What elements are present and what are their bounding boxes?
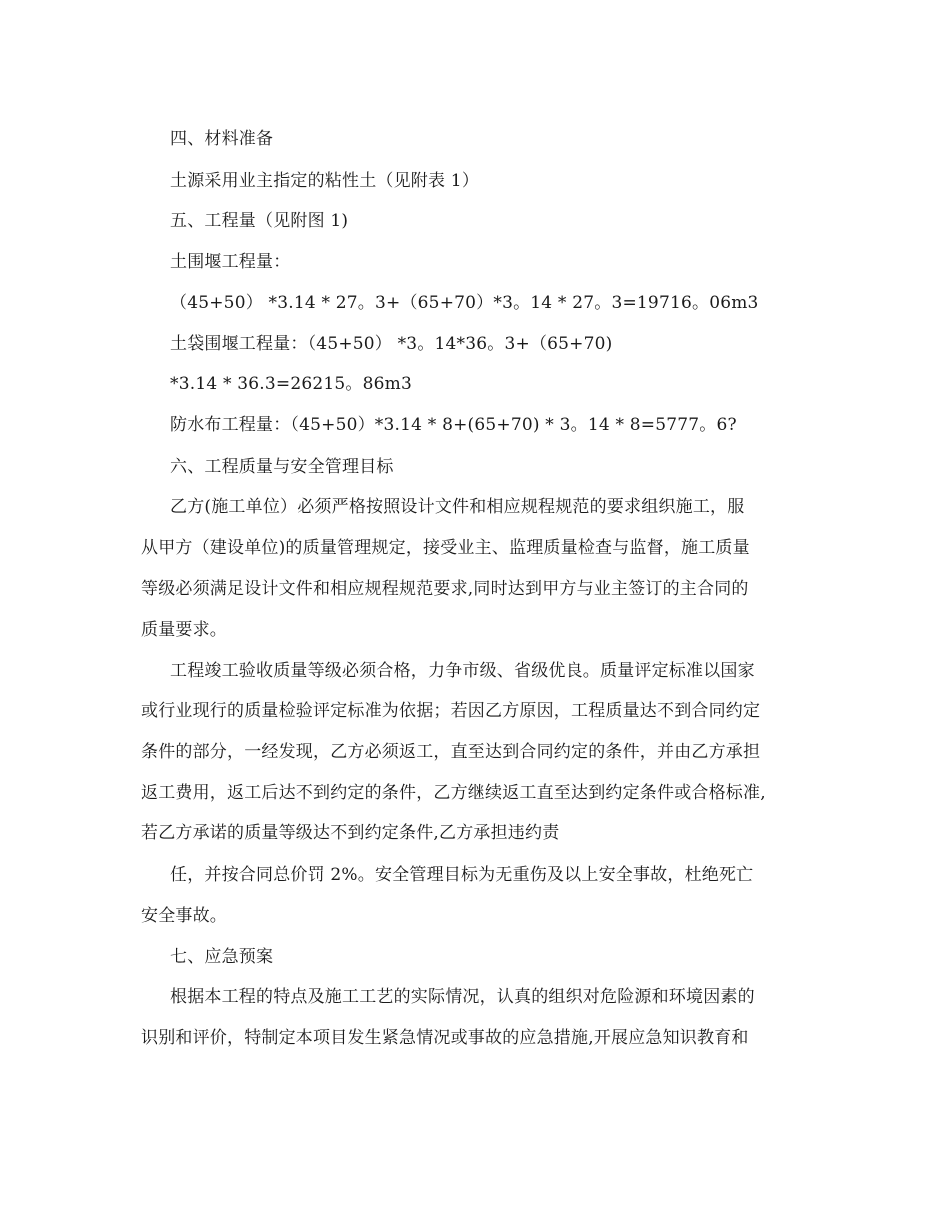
heading-emergency-plan: 七、应急预案 [170, 947, 274, 967]
formula-line: 土袋围堰工程量：（45+50） *3。14*36。3+（65+70) [170, 334, 613, 354]
paragraph-line: 工程竣工验收质量等级必须合格，力争市级、省级优良。质量评定标准以国家 [170, 661, 755, 681]
text-line: 土源采用业主指定的粘性土（见附表 1） [170, 171, 480, 191]
paragraph-line: 根据本工程的特点及施工工艺的实际情况，认真的组织对危险源和环境因素的 [170, 987, 755, 1007]
formula-line: （45+50） *3.14 * 27。3+（65+70）*3。14 * 27。3=19716。06m3 [170, 293, 759, 313]
formula-line: 防水布工程量：（45+50）*3.14 * 8+(65+70) * 3。14 * 8=5777。6? [170, 415, 737, 435]
heading-materials: 四、材料准备 [170, 129, 274, 149]
paragraph-line: 返工费用，返工后达不到约定的条件，乙方继续返工直至达到约定条件或合格标准, [141, 783, 766, 803]
paragraph-line: 乙方(施工单位）必须严格按照设计文件和相应规程规范的要求组织施工，服 [170, 497, 745, 517]
paragraph-line: 等级必须满足设计文件和相应规程规范要求,同时达到甲方与业主签订的主合同的 [141, 579, 749, 599]
formula-line: *3.14 * 36.3=26215。86m3 [170, 374, 413, 394]
paragraph-line: 或行业现行的质量检验评定标准为依据；若因乙方原因，工程质量达不到合同约定 [141, 701, 761, 721]
paragraph-line: 条件的部分，一经发现，乙方必须返工，直至达到合同约定的条件，并由乙方承担 [141, 742, 761, 762]
paragraph-line: 任，并按合同总价罚 2%。安全管理目标为无重伤及以上安全事故，杜绝死亡 [170, 865, 754, 885]
heading-quality-safety: 六、工程质量与安全管理目标 [170, 457, 394, 477]
paragraph-line: 安全事故。 [141, 906, 227, 926]
paragraph-line: 从甲方（建设单位)的质量管理规定，接受业主、监理质量检查与监督，施工质量 [141, 538, 750, 558]
heading-quantities: 五、工程量（见附图 1) [170, 211, 349, 231]
paragraph-line: 识别和评价，特制定本项目发生紧急情况或事故的应急措施,开展应急知识教育和 [141, 1028, 749, 1048]
text-line: 土围堰工程量： [170, 252, 291, 272]
paragraph-line: 若乙方承诺的质量等级达不到约定条件,乙方承担违约责 [141, 823, 560, 843]
paragraph-line: 质量要求。 [141, 620, 227, 640]
